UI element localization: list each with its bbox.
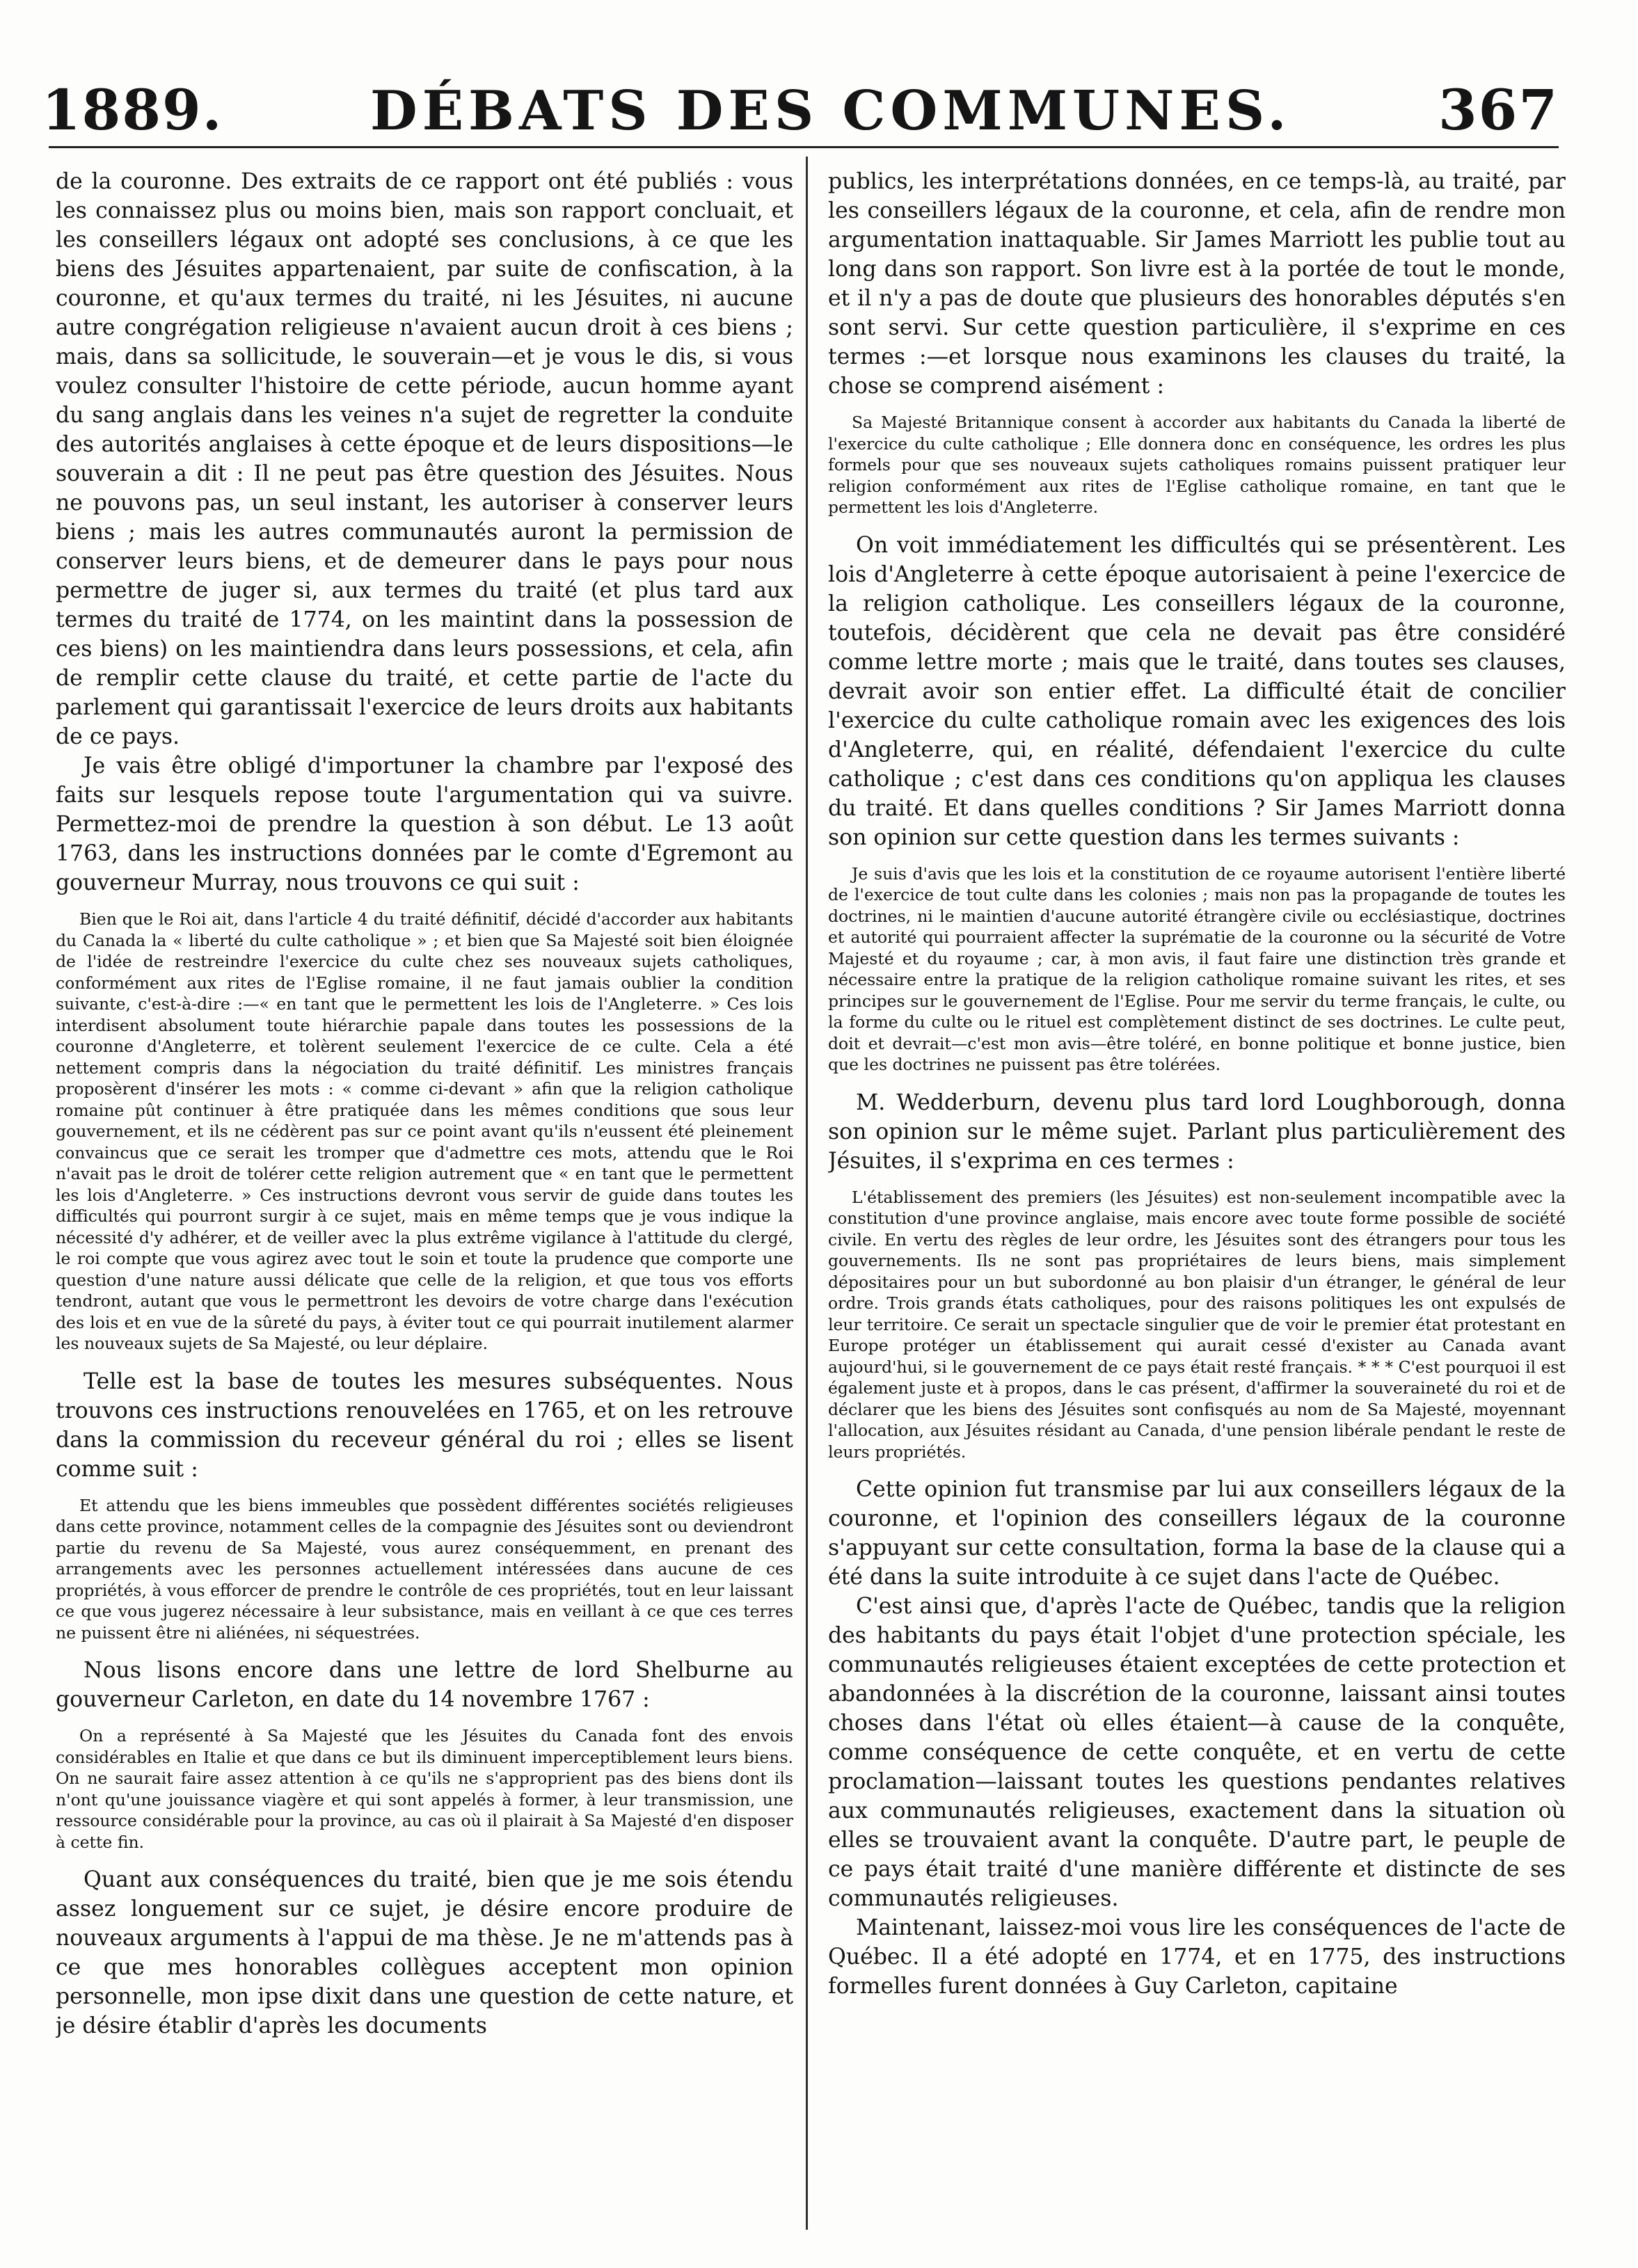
- quoted-passage: Et attendu que les biens immeubles que possèdent différentes sociétés religieuses dans cette province, notamment celles de la compagnie des Jésuites sont ou deviendront partie du revenu de Sa Majesté, vous aurez conséquemment, en prenant des arrangements avec les personnes actuellement intéressées dans aucune de ces propriétés, à vous efforcer de prendre le contrôle de ces propriétés, tout en leur laissant ce que vous jugerez nécessaire à leur subsistance, mais en veillant à ce que ces terres ne puissent être ni aliénées, ni séquestrées.: [56, 1495, 793, 1643]
- body-paragraph: Telle est la base de toutes les mesures subséquentes. Nous trouvons ces instructions renouvelées en 1765, et on les retrouve dans la commission du receveur général du roi ; elles se lisent comme suit :: [56, 1368, 793, 1482]
- body-paragraph: Quant aux conséquences du traité, bien que je me sois étendu assez longuement sur ce sujet, je désire encore produire de nouveaux arguments à l'appui de ma thèse. Je ne m'attends pas à ce que mes honorables collègues acceptent mon opinion personnelle, mon ipse dixit dans une question de cette nature, et je désire établir d'après les documents: [56, 1867, 793, 2038]
- quoted-passage: On a représenté à Sa Majesté que les Jésuites du Canada font des envois considérables en Italie et que dans ce but ils diminuent imperceptiblement leurs biens. On ne saurait faire assez attention à ce qu'ils ne s'approprient pas des biens dont ils n'ont qu'une jouissance viagère et qui sont appelés à former, à leur transmission, une ressource considérable pour la province, au cas où il plairait à Sa Majesté d'en disposer à cette fin.: [56, 1726, 793, 1852]
- column-divider: [806, 157, 808, 2230]
- header-year: 1889.: [42, 77, 223, 143]
- left-column: [56, 167, 793, 2233]
- body-paragraph: Nous lisons encore dans une lettre de lord Shelburne au gouverneur Carleton, en date du 14 novembre 1767 :: [56, 1658, 793, 1712]
- page-header: [42, 66, 1559, 143]
- body-paragraph: Cette opinion fut transmise par lui aux conseillers légaux de la couronne, et l'opinion des conseillers légaux de la couronne s'appuyant sur cette consultation, forma la base de la clause qui a été dans la suite introduite à ce sujet dans l'acte de Québec.: [828, 1477, 1566, 1590]
- body-paragraph: publics, les interprétations données, en ce temps-là, au traité, par les conseillers légaux de la couronne, et cela, afin de rendre mon argumentation inattaquable. Sir James Marriott les publie tout au long dans son rapport. Son livre est à la portée de tout le monde, et il n'y a pas de doute que plusieurs des honorables députés s'en sont servi. Sur cette question particulière, il s'exprime en ces termes :—et lorsque nous examinons les clauses du traité, la chose se comprend aisément :: [828, 169, 1566, 399]
- header-rule: [49, 146, 1559, 148]
- quoted-passage: Bien que le Roi ait, dans l'article 4 du traité définitif, décidé d'accorder aux habitants du Canada la « liberté du culte catholique » ; et bien que Sa Majesté soit bien éloignée de l'idée de restreindre l'exercice du culte chez ses nouveaux sujets catholiques, conformément aux rites de l'Eglise romaine, il ne faut jamais oublier la condition suivante, c'est-à-dire :—« en tant que le permettent les lois de l'Angleterre. » Ces lois interdisent absolument toute hiérarchie papale dans toutes les possessions de la couronne d'Angleterre, et tolèrent seulement l'exercice de ce culte. Cela a été nettement compris dans la négociation du traité définitif. Les ministres français proposèrent d'insérer les mots : « comme ci-devant » afin que la religion catholique romaine pût continuer à être pratiquée dans les mêmes conditions que sous leur gouvernement, et ils ne cédèrent pas sur ce point avant qu'ils n'eussent été pleinement convaincus que ce serait les tromper que d'admettre ces mots, attendu que le Roi n'avait pas le droit de tolérer cette religion autrement que « en tant que le permettent les lois d'Angleterre. » Ces instructions devront vous servir de guide dans toutes les difficultés qui pourront surgir à ce sujet, mais en même temps que je vous indique la nécessité d'y adhérer, et de veiller avec la plus extrême vigilance à l'attitude du clergé, le roi compte que vous agirez avec tout le soin et toute la prudence que comporte une question d'une nature aussi délicate que celle de la religion, et que tous vos efforts tendront, autant que vous le permettront les devoirs de votre charge dans l'exécution des lois et en vue de la sûreté du pays, à éviter tout ce qui pourrait inutilement alarmer les nouveaux sujets de Sa Majesté, ou leur déplaire.: [56, 909, 793, 1353]
- body-paragraph: M. Wedderburn, devenu plus tard lord Loughborough, donna son opinion sur le même sujet. Parlant plus particulièrement des Jésuites, il s'exprima en ces termes :: [828, 1089, 1566, 1174]
- header-title: DÉBATS DES COMMUNES.: [369, 79, 1291, 143]
- body-paragraph: On voit immédiatement les difficultés qui se présentèrent. Les lois d'Angleterre à cette époque autorisaient à peine l'exercice de la religion catholique. Les conseillers légaux de la couronne, toutefois, décidèrent que cela ne devait pas être considéré comme lettre morte ; mais que le traité, dans toutes ses clauses, devrait avoir son entier effet. La difficulté était de concilier l'exercice du culte catholique romain avec les exigences des lois d'Angleterre, qui, en réalité, défendaient l'exercice du culte catholique ; c'est dans ces conditions qu'on appliqua les clauses du traité. Et dans quelles conditions ? Sir James Marriott donna son opinion sur cette question dans les termes suivants :: [828, 532, 1566, 850]
- body-paragraph: C'est ainsi que, d'après l'acte de Québec, tandis que la religion des habitants du pays était l'objet d'une protection spéciale, les communautés religieuses étaient exceptées de cette protection et abandonnées à la discrétion de la couronne, laissant ainsi toutes choses dans l'état où elles étaient—à cause de la conquête, comme conséquence de cette conquête, et en vertu de cette proclamation—laissant toutes les questions pendantes relatives aux communautés religieuses, exactement dans la situation où elles se trouvaient avant la conquête. D'autre part, le peuple de ce pays était traité d'une manière différente et distincte de ses communautés religieuses.: [828, 1594, 1566, 1911]
- quoted-passage: L'établissement des premiers (les Jésuites) est non-seulement incompatible avec la constitution d'une province anglaise, mais encore avec toute forme possible de société civile. En vertu des règles de leur ordre, les Jésuites sont des étrangers pour tous les gouvernements. Ils ne sont pas propriétaires de leurs biens, mais simplement dépositaires pour un but subordonné au bon plaisir d'un étranger, le général de leur ordre. Trois grands états catholiques, pour des raisons politiques les ont expulsés de leur territoire. Ce serait un spectacle singulier que de voir le premier état protestant en Europe protéger un établissement qui aurait cessé d'exister au Canada avant aujourd'hui, si le gouvernement de ce pays était resté français. * * * C'est pourquoi il est également juste et à propos, dans le cas présent, d'affirmer la souveraineté du roi et de déclarer que les biens des Jésuites sont confisqués au nom de Sa Majesté, moyennant l'allocation, aux Jésuites résidant au Canada, d'une pension libérale pendant le reste de leurs propriétés.: [828, 1187, 1566, 1462]
- body-paragraph: Maintenant, laissez-moi vous lire les conséquences de l'acte de Québec. Il a été adopté en 1774, et en 1775, des instructions formelles furent données à Guy Carleton, capitaine: [828, 1915, 1566, 1999]
- header-page-number: 367: [1438, 77, 1559, 143]
- quoted-passage: Je suis d'avis que les lois et la constitution de ce royaume autorisent l'entière liberté de l'exercice de tout culte dans les colonies ; mais non pas la propagande de toutes les doctrines, ni le maintien d'aucune autorité étrangère civile ou ecclésiastique, doctrines et autorité qui pourraient affecter la suprématie de la couronne ou la sécurité de Votre Majesté et du royaume ; car, à mon avis, il faut faire une distinction très grande et nécessaire entre la pratique de la religion catholique romaine suivant les rites, et ses principes sur le gouvernement de l'Eglise. Pour me servir du terme français, le culte, ou la forme du culte ou le rituel est complètement distinct de ses doctrines. Le culte peut, doit et devrait—c'est mon avis—être toléré, en bonne politique et bonne justice, bien que les doctrines ne puissent pas être tolérées.: [828, 863, 1566, 1074]
- body-paragraph: de la couronne. Des extraits de ce rapport ont été publiés : vous les connaissez plus ou moins bien, mais son rapport concluait, et les conseillers légaux ont adopté ses conclusions, à ce que les biens des Jésuites appartenaient, par suite de confiscation, à la couronne, et qu'aux termes du traité, ni les Jésuites, ni aucune autre congrégation religieuse n'avaient aucun droit à ces biens ; mais, dans sa sollicitude, le souverain—et je vous le dis, si vous voulez consulter l'histoire de cette période, aucun homme ayant du sang anglais dans les veines n'a sujet de regretter la conduite des autorités anglaises à cette époque et de leurs dispositions—le souverain a dit : Il ne peut pas être question des Jésuites. Nous ne pouvons pas, un seul instant, les autoriser à conserver leurs biens ; mais les autres communautés auront la permission de conserver leurs biens, et de demeurer dans le pays pour nous permettre de juger si, aux termes du traité (et plus tard aux termes du traité de 1774, on les maintint dans la possession de ces biens) on les maintiendra dans leurs possessions, et cela, afin de remplir cette clause du traité, et cette partie de l'acte du parlement qui garantissait l'exercice de leurs droits aux habitants de ce pays.: [56, 169, 793, 749]
- body-paragraph: Je vais être obligé d'importuner la chambre par l'exposé des faits sur lesquels repose toute l'argumentation qui va suivre. Permettez-moi de prendre la question à son début. Le 13 août 1763, dans les instructions données par le comte d'Egremont au gouverneur Murray, nous trouvons ce qui suit :: [56, 753, 793, 895]
- quoted-passage: Sa Majesté Britannique consent à accorder aux habitants du Canada la liberté de l'exercice du culte catholique ; Elle donnera donc en conséquence, les ordres les plus formels pour que ses nouveaux sujets catholiques romains puissent pratiquer leur religion conformément aux rites de l'Eglise catholique romaine, en tant que le permettent les lois d'Angleterre.: [828, 413, 1566, 517]
- right-column: [828, 167, 1566, 2233]
